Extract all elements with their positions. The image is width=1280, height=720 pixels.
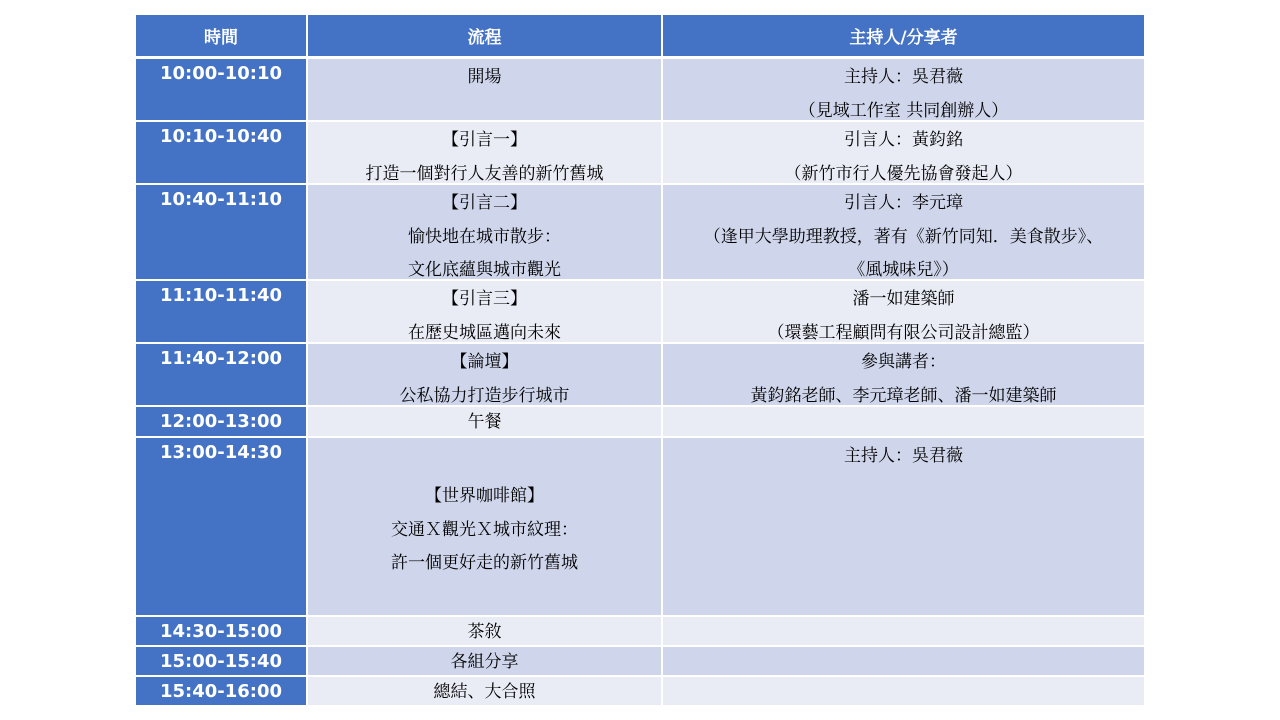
host-line: 引言人：李元璋 xyxy=(844,193,963,213)
table-row xyxy=(136,407,1144,438)
header-time: 時間 xyxy=(136,15,308,59)
host-cell xyxy=(663,438,1144,617)
host-line: 黃鈞銘老師、李元璋老師、潘一如建築師 xyxy=(750,385,1057,406)
flow-line: 總結、大合照 xyxy=(433,682,536,702)
host-line: 引言人：黃鈞銘 xyxy=(844,130,963,150)
header-flow: 流程 xyxy=(308,15,663,59)
time-cell: 10:10-10:40 xyxy=(136,122,308,185)
flow-cell xyxy=(308,344,663,407)
host-cell xyxy=(663,344,1144,407)
time-cell: 11:10-11:40 xyxy=(136,281,308,344)
flow-line: 【論壇】 xyxy=(450,352,519,372)
flow-line: 【世界咖啡館】 xyxy=(425,486,544,506)
host-cell xyxy=(663,617,1144,647)
host-cell xyxy=(663,281,1144,344)
time-cell: 13:00-14:30 xyxy=(136,438,308,617)
host-line: （逢甲大學助理教授，著有《新竹同知．美食散步》、 xyxy=(703,226,1104,247)
table-row xyxy=(136,344,1144,407)
flow-cell xyxy=(308,185,663,281)
flow-cell xyxy=(308,677,663,707)
host-line: 潘一如建築師 xyxy=(852,289,955,309)
flow-line: 【引言一】 xyxy=(442,130,527,150)
time-cell: 14:30-15:00 xyxy=(136,617,308,647)
time-cell: 10:00-10:10 xyxy=(136,59,308,122)
flow-cell xyxy=(308,59,663,122)
host-line: 主持人：吳君薇 xyxy=(844,446,963,466)
time-cell: 11:40-12:00 xyxy=(136,344,308,407)
table-row xyxy=(136,617,1144,647)
flow-line: 在歷史城區邁向未來 xyxy=(408,322,561,343)
flow-line: 交通Ｘ觀光Ｘ城市紋理： xyxy=(391,519,578,540)
host-cell xyxy=(663,647,1144,677)
table-header-row xyxy=(136,15,1144,59)
flow-line: 文化底蘊與城市觀光 xyxy=(408,260,561,280)
flow-line: 【引言二】 xyxy=(442,193,527,213)
flow-line: 茶敘 xyxy=(467,622,502,642)
host-cell xyxy=(663,185,1144,281)
host-line: （見域工作室 共同創辦人） xyxy=(798,100,1009,121)
host-line: 主持人：吳君薇 xyxy=(844,67,963,87)
flow-line: 【引言三】 xyxy=(442,289,527,309)
host-cell xyxy=(663,59,1144,122)
flow-cell xyxy=(308,617,663,647)
table-row xyxy=(136,122,1144,185)
table-row xyxy=(136,185,1144,281)
host-line: （新竹市行人優先協會發起人） xyxy=(784,163,1023,184)
time-cell: 15:40-16:00 xyxy=(136,677,308,707)
table-row xyxy=(136,59,1144,122)
flow-cell xyxy=(308,407,663,438)
time-cell: 15:00-15:40 xyxy=(136,647,308,677)
flow-line: 開場 xyxy=(467,67,502,87)
host-cell xyxy=(663,407,1144,438)
table-row xyxy=(136,677,1144,707)
flow-cell xyxy=(308,647,663,677)
flow-line: 許一個更好走的新竹舊城 xyxy=(391,553,578,573)
flow-line: 午餐 xyxy=(467,412,502,432)
time-cell: 10:40-11:10 xyxy=(136,185,308,281)
header-host: 主持人/分享者 xyxy=(663,15,1144,59)
table-row xyxy=(136,438,1144,617)
flow-line: 公私協力打造步行城市 xyxy=(399,385,570,406)
host-line: 參與講者： xyxy=(861,352,946,372)
schedule-table xyxy=(136,15,1144,707)
host-cell xyxy=(663,122,1144,185)
host-line: 《風城味兒》） xyxy=(848,260,959,280)
flow-line: 各組分享 xyxy=(450,652,519,672)
flow-line: 打造一個對行人友善的新竹舊城 xyxy=(365,163,604,184)
table-row xyxy=(136,647,1144,677)
table-row xyxy=(136,281,1144,344)
flow-cell xyxy=(308,122,663,185)
time-cell: 12:00-13:00 xyxy=(136,407,308,438)
host-line: （環藝工程顧問有限公司設計總監） xyxy=(767,322,1040,343)
flow-line: 愉快地在城市散步： xyxy=(408,226,561,247)
host-cell xyxy=(663,677,1144,707)
flow-cell xyxy=(308,438,663,617)
flow-cell xyxy=(308,281,663,344)
